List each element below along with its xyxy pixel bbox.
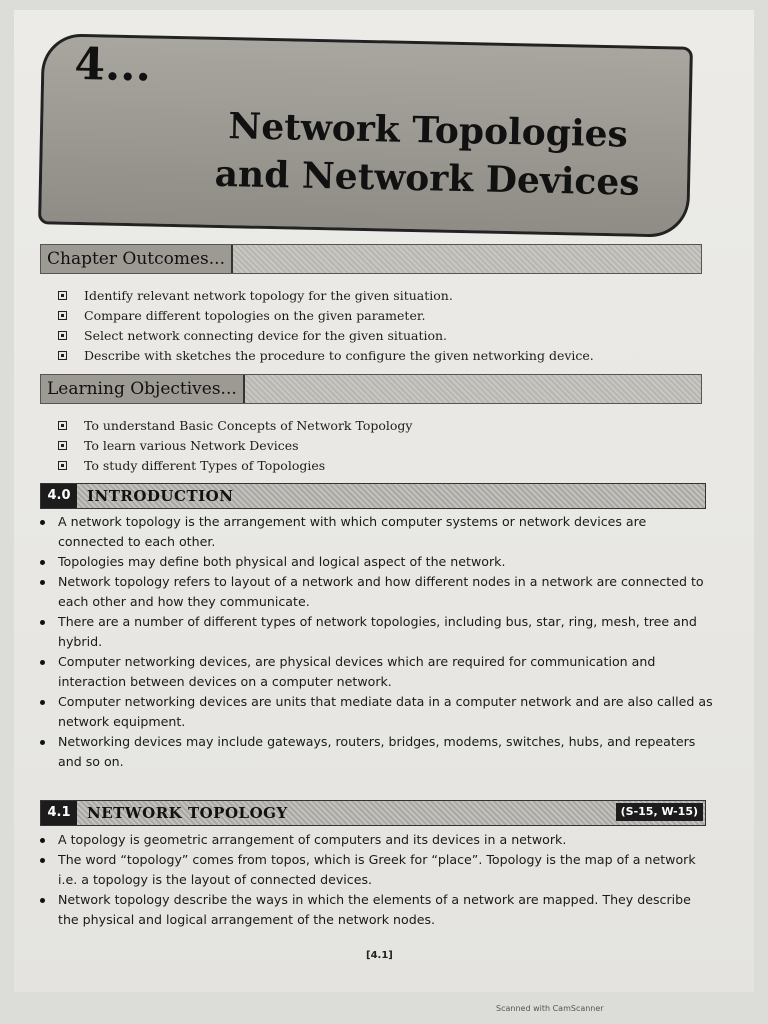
square-bullet-icon xyxy=(58,441,67,450)
page-number: [4.1] xyxy=(366,950,393,961)
chapter-title-line1: Network Topologies xyxy=(227,105,629,156)
list-item: Computer networking devices, are physical devices which are required for communication and interaction between devices on a computer network. xyxy=(36,652,714,692)
list-item: Select network connecting device for the given situation. xyxy=(58,326,594,346)
chapter-title xyxy=(182,101,674,207)
list-item: There are a number of different types of network topologies, including bus, star, ring, mesh, tree and hybrid. xyxy=(36,612,714,652)
list-item: Topologies may define both physical and logical aspect of the network. xyxy=(36,552,714,572)
chapter-outcomes-heading: Chapter Outcomes... xyxy=(41,245,233,273)
list-item: Networking devices may include gateways, routers, bridges, modems, switches, hubs, and repeaters and so on. xyxy=(36,732,714,772)
scanner-watermark: Scanned with CamScanner xyxy=(496,1004,604,1013)
list-item: Compare different topologies on the given parameter. xyxy=(58,306,594,326)
list-item: To understand Basic Concepts of Network Topology xyxy=(58,416,412,436)
list-item: Network topology describe the ways in which the elements of a network are mapped. They describe the physical and logical arrangement of the network nodes. xyxy=(36,890,714,930)
document-page xyxy=(14,10,754,992)
list-item: To learn various Network Devices xyxy=(58,436,412,456)
chapter-banner xyxy=(38,33,693,238)
exam-tag-badge: (S-15, W-15) xyxy=(616,803,703,821)
introduction-list xyxy=(36,512,714,772)
list-item: Describe with sketches the procedure to configure the given networking device. xyxy=(58,346,594,366)
square-bullet-icon xyxy=(58,311,67,320)
list-item: To study different Types of Topologies xyxy=(58,456,412,476)
section-title: INTRODUCTION xyxy=(87,487,234,505)
square-bullet-icon xyxy=(58,291,67,300)
list-item: A network topology is the arrangement with which computer systems or network devices are connected to each other. xyxy=(36,512,714,552)
chapter-outcomes-list xyxy=(58,286,594,366)
network-topology-header xyxy=(40,800,706,826)
introduction-header xyxy=(40,483,706,509)
list-item: Network topology refers to layout of a network and how different nodes in a network are connected to each other and how they communicate. xyxy=(36,572,714,612)
section-title: NETWORK TOPOLOGY xyxy=(87,804,288,822)
chapter-title-line2: and Network Devices xyxy=(214,152,640,204)
list-item: The word “topology” comes from topos, which is Greek for “place”. Topology is the map of a network i.e. a topology is the layout of connected devices. xyxy=(36,850,714,890)
chapter-outcomes-header xyxy=(40,244,702,274)
learning-objectives-heading: Learning Objectives... xyxy=(41,375,245,403)
square-bullet-icon xyxy=(58,331,67,340)
learning-objectives-header xyxy=(40,374,702,404)
learning-objectives-list xyxy=(58,416,412,476)
list-item: Computer networking devices are units that mediate data in a computer network and are also called as network equipment. xyxy=(36,692,714,732)
network-topology-list xyxy=(36,830,714,930)
square-bullet-icon xyxy=(58,421,67,430)
list-item: A topology is geometric arrangement of computers and its devices in a network. xyxy=(36,830,714,850)
list-item: Identify relevant network topology for the given situation. xyxy=(58,286,594,306)
section-number: 4.1 xyxy=(41,801,77,825)
square-bullet-icon xyxy=(58,461,67,470)
square-bullet-icon xyxy=(58,351,67,360)
section-number: 4.0 xyxy=(41,484,77,508)
chapter-number: 4... xyxy=(73,38,152,92)
